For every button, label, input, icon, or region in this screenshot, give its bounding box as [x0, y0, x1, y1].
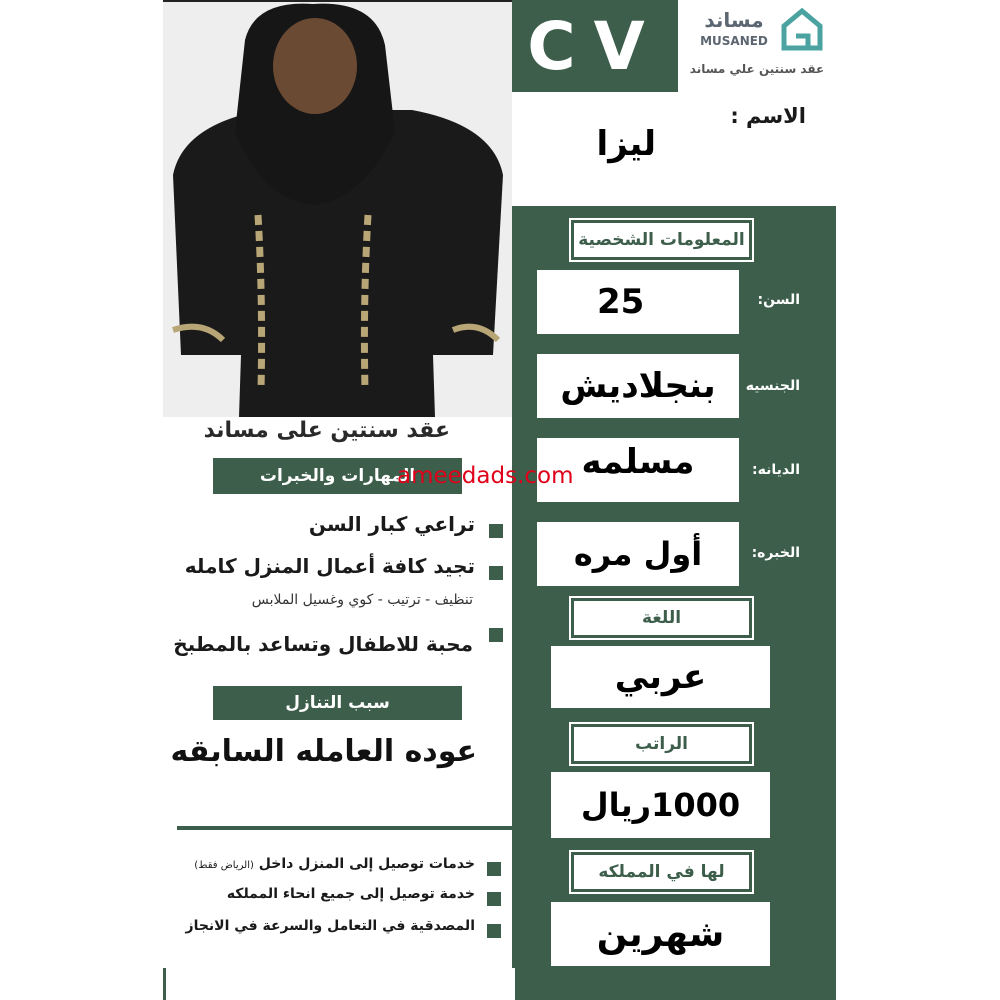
skill-subtext: تنظيف - ترتيب - كوي وغسيل الملابس: [251, 592, 473, 608]
salary-heading: الراتب: [571, 724, 752, 764]
skill-bullet: [489, 524, 503, 538]
age-value: 25: [537, 270, 739, 334]
religion-value: مسلمه: [537, 438, 739, 502]
watermark: ameedads.com: [397, 463, 574, 489]
name-label: الاسم :: [730, 104, 806, 128]
service-bullet: [487, 892, 501, 906]
service-item-note: (الرياض فقط): [194, 860, 254, 871]
age-label: السن:: [757, 292, 800, 308]
cv-title: CV: [527, 7, 663, 85]
photo-top-line: [163, 0, 512, 2]
skill-bullet: [489, 628, 503, 642]
name-value: ليزا: [596, 124, 656, 164]
waiver-value: عوده العامله السابقه: [170, 734, 477, 769]
skill-item: محبة للاطفال وتساعد بالمطبخ: [173, 632, 473, 656]
service-item-text: خدمات توصيل إلى المنزل داخل: [258, 856, 475, 872]
skill-item: تجيد كافة أعمال المنزل كامله: [184, 554, 475, 578]
waiver-heading: سبب التنازل: [213, 686, 462, 720]
skill-bullet: [489, 566, 503, 580]
service-item: المصدقية في التعامل والسرعة في الانجاز: [185, 918, 475, 934]
service-bullet: [487, 924, 501, 938]
salary-value: 1000ريال: [551, 772, 770, 838]
religion-label: الديانه:: [751, 462, 800, 478]
services-divider: [177, 826, 512, 830]
house-icon: [778, 6, 826, 52]
bottom-border: [163, 968, 515, 1000]
in-kingdom-value: شهرين: [551, 902, 770, 966]
service-item: [155, 856, 475, 872]
logo-latin-name: MUSANED: [700, 34, 768, 48]
skill-item: تراعي كبار السن: [308, 512, 475, 536]
skills-heading: المهارات والخبرات: [213, 458, 462, 494]
worker-photo: [163, 0, 512, 417]
nationality-label: الجنسيه: [745, 378, 800, 394]
service-item: خدمة توصيل إلى جميع انحاء المملكه: [226, 886, 475, 902]
logo-tagline: عقد سنتين علي مساند: [689, 62, 825, 76]
experience-label: الخبره:: [751, 545, 800, 561]
service-bullet: [487, 862, 501, 876]
name-box: [512, 92, 836, 206]
logo-arabic-name: مساند: [704, 8, 764, 32]
personal-info-heading: المعلومات الشخصية: [571, 220, 752, 260]
language-value: عربي: [551, 646, 770, 708]
photo-caption: عقد سنتين على مساند: [203, 418, 450, 443]
in-kingdom-heading: لها في المملكه: [571, 852, 752, 892]
experience-value: أول مره: [537, 522, 739, 586]
musaned-logo: [678, 0, 836, 92]
nationality-value: بنجلاديش: [537, 354, 739, 418]
language-heading: اللغة: [571, 598, 752, 638]
